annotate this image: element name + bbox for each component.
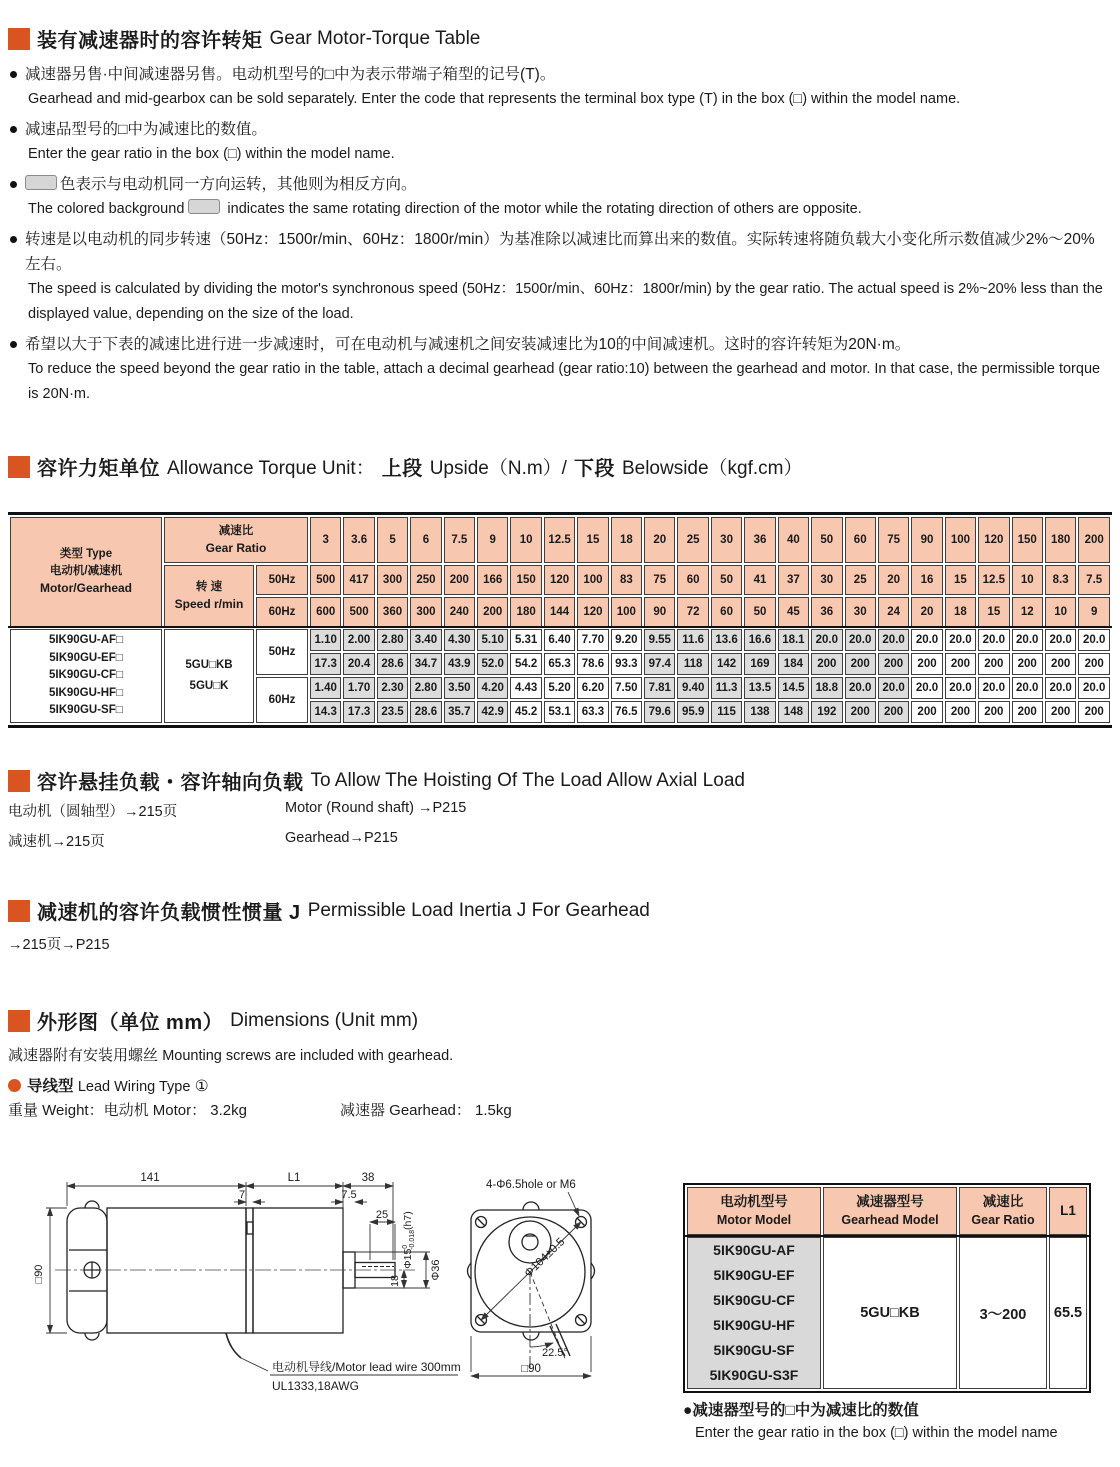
section5-title-zh: 外形图（单位 mm）	[37, 1012, 224, 1034]
table-cell: 42.9	[477, 701, 508, 723]
gray-swatch-icon	[188, 199, 220, 214]
table-cell: 20.0	[911, 629, 942, 651]
list-item	[8, 172, 1110, 222]
motor-body-outline	[107, 1208, 395, 1358]
table-cell: 7.50	[611, 677, 642, 699]
table-cell: 417	[343, 565, 374, 595]
table-cell: 2.80	[410, 677, 441, 699]
table-cell: 115	[711, 701, 742, 723]
table-cell: 9.40	[677, 677, 708, 699]
table-cell: 13.5	[744, 677, 775, 699]
table-cell: 83	[611, 565, 642, 595]
table-cell: 10	[1045, 597, 1076, 627]
table-cell: 200	[878, 701, 909, 723]
table-cell: 7.81	[644, 677, 675, 699]
gearhead-ref-zh: 减速机→215页	[8, 834, 105, 850]
table-cell: 7.5	[444, 517, 475, 563]
table-cell: 180	[510, 597, 541, 627]
model-note-en: Enter the gear ratio in the box (□) within the model name	[695, 1425, 1058, 1441]
table-cell: 25	[845, 565, 876, 595]
table-cell: 169	[744, 653, 775, 675]
upside-label-en: Upside（N.m）/	[429, 458, 567, 479]
table-cell: 52.0	[477, 653, 508, 675]
table-cell: 192	[811, 701, 842, 723]
note-zh: 转速是以电动机的同步转速（50Hz：1500r/min、60Hz：1800r/min）为基准除以减速比而算出来的数值。实际转速将随负载大小变化所示数值减少2%～20%左右。	[25, 231, 1095, 273]
table-cell: 20.0	[945, 677, 976, 699]
list-item	[8, 332, 1110, 407]
section1-title-zh: 装有减速器时的容许转矩	[37, 30, 263, 52]
table-cell: 16.6	[744, 629, 775, 651]
gearhead-ref-en: Gearhead→P215	[285, 830, 398, 846]
table-cell: 200	[1012, 653, 1043, 675]
table-cell: 20.0	[1045, 629, 1076, 651]
belowside-label-zh: 下段	[573, 458, 615, 480]
table-cell: 60	[711, 597, 742, 627]
table-cell: 9	[1078, 597, 1110, 627]
speed-header-cell: 转 速 Speed r/min	[164, 565, 254, 627]
table-cell: 20.0	[878, 677, 909, 699]
table-cell: 40	[778, 517, 809, 563]
table-cell: 7.5	[1078, 565, 1110, 595]
inertia-ref: →215页→P215	[8, 937, 110, 953]
table-cell: 360	[377, 597, 408, 627]
gearhead-model-cell: 5GU□KB	[823, 1237, 957, 1389]
table-cell: 7.70	[577, 629, 608, 651]
hz50-body-cell: 50Hz	[256, 629, 308, 675]
table-cell: 43.9	[444, 653, 475, 675]
table-cell: 2.80	[377, 629, 408, 651]
dim-phi36: Φ36	[430, 1259, 442, 1281]
dim-18: 18	[389, 1275, 401, 1287]
table-cell: 53.1	[544, 701, 575, 723]
table-cell: 250	[410, 565, 441, 595]
angle-label: 22.5°	[542, 1347, 568, 1359]
table-cell: 90	[911, 517, 942, 563]
table-cell: 60	[845, 517, 876, 563]
table-cell: 30	[845, 597, 876, 627]
model-table-header-separator	[685, 1235, 1089, 1237]
table-cell: 200	[811, 653, 842, 675]
table-cell: 4.30	[444, 629, 475, 651]
section5-title-en: Dimensions (Unit mm)	[230, 1009, 419, 1031]
table-cell: 75	[644, 565, 675, 595]
table-cell: 50	[711, 565, 742, 595]
gear-motor-torque-table	[8, 512, 1112, 728]
table-cell: 28.6	[377, 653, 408, 675]
table-cell: 63.3	[577, 701, 608, 723]
section3-title-zh: 容许悬挂负载・容许轴向负载	[37, 772, 304, 794]
hz50-header-cell: 50Hz	[256, 565, 308, 595]
table-cell: 6.20	[577, 677, 608, 699]
gearhead-model-header: 减速器型号 Gearhead Model	[823, 1187, 957, 1235]
table-cell: 200	[945, 653, 976, 675]
table-cell: 15	[945, 565, 976, 595]
table-cell: 200	[1078, 653, 1110, 675]
table-cell: 200	[978, 701, 1009, 723]
table-cell: 200	[444, 565, 475, 595]
table-cell: 8.3	[1045, 565, 1076, 595]
table-cell: 18.1	[778, 629, 809, 651]
table-cell: 34.7	[410, 653, 441, 675]
table-cell: 5.10	[477, 629, 508, 651]
motor-ref-en: Motor (Round shaft) →P215	[285, 800, 467, 816]
table-cell: 500	[343, 597, 374, 627]
table-cell: 18	[611, 517, 642, 563]
table-cell: 300	[377, 565, 408, 595]
orange-square-marker	[8, 900, 30, 922]
table-cell: 11.3	[711, 677, 742, 699]
table-cell: 142	[711, 653, 742, 675]
section4-title	[8, 896, 650, 925]
upside-label-zh: 上段	[381, 458, 423, 480]
table-cell: 100	[945, 517, 976, 563]
note-en: Gearhead and mid-gearbox can be sold separately. Enter the code that represents the terminal box type (T) in the box (□) within the model name.	[28, 91, 961, 107]
orange-square-marker	[8, 1010, 30, 1032]
table-cell: 6	[410, 517, 441, 563]
gearhead-models-cell: 5GU□KB 5GU□K	[164, 629, 254, 723]
table-cell: 10	[1012, 565, 1043, 595]
table-cell: 120	[978, 517, 1009, 563]
table-cell: 12.5	[978, 565, 1009, 595]
table-cell: 23.5	[377, 701, 408, 723]
mounting-note: 减速器附有安装用螺丝 Mounting screws are included with gearhead.	[8, 1047, 454, 1064]
table-cell: 200	[978, 653, 1009, 675]
table-cell: 20.0	[945, 629, 976, 651]
table-cell: 144	[544, 597, 575, 627]
table-cell: 200	[1012, 701, 1043, 723]
note-en: The colored background indicates the same rotating direction of the motor while the rotating direction of others are opposite.	[28, 201, 862, 217]
list-item	[8, 62, 1110, 112]
front-view-drawing	[450, 1140, 700, 1460]
table-cell: 4.20	[477, 677, 508, 699]
table-cell: 180	[1045, 517, 1076, 563]
dim-38: 38	[361, 1172, 375, 1184]
table-cell: 20	[911, 597, 942, 627]
bullet-icon	[10, 236, 17, 243]
table-cell: 9.20	[611, 629, 642, 651]
table-cell: 1.10	[310, 629, 341, 651]
front-dimension-lines	[471, 1192, 591, 1376]
holes-label: 4-Φ6.5hole or M6	[486, 1179, 576, 1191]
table-cell: 50	[811, 517, 842, 563]
side-view-drawing	[30, 1140, 475, 1460]
note-zh: 色表示与电动机同一方向运转，其他则为相反方向。	[25, 172, 1110, 197]
section1-title	[8, 24, 480, 53]
dim-25: 25	[375, 1209, 389, 1221]
table-cell: 20.0	[878, 629, 909, 651]
table-cell: 18.8	[811, 677, 842, 699]
table-cell: 3.50	[444, 677, 475, 699]
table-cell: 2.00	[343, 629, 374, 651]
table-cell: 200	[1045, 653, 1076, 675]
motor-rear-cap	[67, 1201, 107, 1340]
table-cell: 240	[444, 597, 475, 627]
bolt-circle-label: Φ104±0.5	[522, 1235, 568, 1280]
table-cell: 76.5	[611, 701, 642, 723]
table-cell: 24	[878, 597, 909, 627]
table-cell: 11.6	[677, 629, 708, 651]
table-cell: 36	[811, 597, 842, 627]
table-cell: 14.5	[778, 677, 809, 699]
table-cell: 78.6	[577, 653, 608, 675]
table-cell: 37	[778, 565, 809, 595]
table-cell: 120	[544, 565, 575, 595]
table-cell: 72	[677, 597, 708, 627]
table-cell: 200	[845, 653, 876, 675]
motor-ref-zh: 电动机（圆轴型）→215页	[8, 804, 178, 820]
note-en: To reduce the speed beyond the gear ratio in the table, attach a decimal gearhead (gear ratio:10) between the gearhead and motor. In that case, the permissible torque is 20N·m.	[28, 361, 1101, 402]
table-cell: 200	[1078, 701, 1110, 723]
bullet-icon	[10, 341, 17, 348]
table-cell: 200	[911, 653, 942, 675]
table-cell: 97.4	[644, 653, 675, 675]
table-cell: 36	[744, 517, 775, 563]
motor-models-cell: 5IK90GU-AF□ 5IK90GU-EF□ 5IK90GU-CF□ 5IK90GU-HF□ 5IK90GU-SF□	[10, 629, 162, 723]
lead-wire-spec: UL1333,18AWG	[272, 1379, 359, 1393]
table-cell: 200	[878, 653, 909, 675]
note-zh: 减速器另售·中间减速器另售。电动机型号的□中为表示带端子箱型的记号(T)。	[25, 66, 556, 83]
table-cell: 93.3	[611, 653, 642, 675]
table-cell: 50	[744, 597, 775, 627]
table-cell: 20.0	[1078, 629, 1110, 651]
section2-title-zh: 容许力矩单位	[37, 458, 160, 480]
l1-value-cell: 65.5	[1049, 1237, 1087, 1389]
table-cell: 148	[778, 701, 809, 723]
table-cell: 200	[945, 701, 976, 723]
table-cell: 75	[878, 517, 909, 563]
table-cell: 500	[310, 565, 341, 595]
table-cell: 200	[1045, 701, 1076, 723]
gray-swatch-icon	[25, 175, 57, 190]
table-cell: 200	[911, 701, 942, 723]
table-cell: 15	[978, 597, 1009, 627]
table-cell: 14.3	[310, 701, 341, 723]
l1-header: L1	[1049, 1187, 1087, 1235]
table-cell: 20.0	[1045, 677, 1076, 699]
table-cell: 65.3	[544, 653, 575, 675]
table-cell: 100	[577, 565, 608, 595]
note-zh: 减速品型号的□中为减速比的数值。	[25, 121, 267, 138]
section1-title-en: Gear Motor-Torque Table	[269, 27, 481, 49]
motor-gearhead-model-table	[683, 1183, 1091, 1393]
table-cell: 166	[477, 565, 508, 595]
lead-wiring-type-line: 导线型 Lead Wiring Type ①	[8, 1074, 209, 1096]
section3-title-en: To Allow The Hoisting Of The Load Allow Axial Load	[310, 769, 745, 791]
table-cell: 20.0	[911, 677, 942, 699]
gear-ratio-header: 减速比 Gear Ratio	[959, 1187, 1047, 1235]
table-cell: 1.40	[310, 677, 341, 699]
bullet-icon	[10, 181, 17, 188]
table-cell: 17.3	[343, 701, 374, 723]
table-cell: 28.6	[410, 701, 441, 723]
bullet-icon	[10, 71, 17, 78]
table-cell: 9	[477, 517, 508, 563]
table-cell: 10	[510, 517, 541, 563]
table-cell: 200	[845, 701, 876, 723]
table-cell: 4.43	[510, 677, 541, 699]
bullet-icon	[10, 126, 17, 133]
table-cell: 184	[778, 653, 809, 675]
table-cell: 138	[744, 701, 775, 723]
circled-one-icon: ①	[194, 1078, 209, 1095]
hz60-header-cell: 60Hz	[256, 597, 308, 627]
dim-L1: L1	[287, 1172, 301, 1184]
orange-square-marker	[8, 456, 30, 478]
table-cell: 17.3	[310, 653, 341, 675]
table-cell: 90	[644, 597, 675, 627]
table-cell: 12.5	[544, 517, 575, 563]
table-cell: 18	[945, 597, 976, 627]
section5-title	[8, 1006, 418, 1035]
table-cell: 9.55	[644, 629, 675, 651]
weight-motor: 重量 Weight：电动机 Motor： 3.2kg	[8, 1102, 247, 1119]
table-cell: 20.0	[845, 629, 876, 651]
table-cell: 6.40	[544, 629, 575, 651]
table-cell: 20	[644, 517, 675, 563]
section4-title-zh: 减速机的容许负载惯性惯量 J	[37, 902, 301, 924]
table-cell: 200	[477, 597, 508, 627]
section2-title	[8, 452, 803, 481]
gear-ratio-header-cell: 减速比 Gear Ratio	[164, 517, 308, 563]
dim-7: 7	[238, 1189, 246, 1201]
table-cell: 100	[611, 597, 642, 627]
table-cell: 54.2	[510, 653, 541, 675]
table-cell: 20.0	[978, 629, 1009, 651]
table-cell: 20.0	[1012, 629, 1043, 651]
dim-7-5: 7.5	[341, 1189, 357, 1201]
table-cell: 3.6	[343, 517, 374, 563]
table-cell: 45	[778, 597, 809, 627]
section3-title	[8, 766, 745, 795]
motor-model-header: 电动机型号 Motor Model	[687, 1187, 821, 1235]
dim-sq90: □90	[33, 1264, 45, 1284]
table-header-separator	[8, 626, 1112, 628]
table-cell: 118	[677, 653, 708, 675]
hz60-body-cell: 60Hz	[256, 677, 308, 723]
table-cell: 41	[744, 565, 775, 595]
table-cell: 1.70	[343, 677, 374, 699]
dim-141: 141	[140, 1172, 160, 1184]
table-cell: 3	[310, 517, 341, 563]
table-cell: 2.30	[377, 677, 408, 699]
table-cell: 16	[911, 565, 942, 595]
orange-dot-icon	[8, 1079, 21, 1092]
table-cell: 95.9	[677, 701, 708, 723]
type-header-cell: 类型 Type 电动机/减速机 Motor/Gearhead	[10, 517, 162, 627]
model-table-note	[683, 1399, 1058, 1445]
weight-gearhead: 减速器 Gearhead： 1.5kg	[340, 1102, 512, 1119]
table-cell: 3.40	[410, 629, 441, 651]
table-cell: 45.2	[510, 701, 541, 723]
table-cell: 200	[1078, 517, 1110, 563]
orange-square-marker	[8, 28, 30, 50]
table-cell: 20	[878, 565, 909, 595]
table-cell: 25	[677, 517, 708, 563]
model-note-zh: ●减速器型号的□中为减速比的数值	[683, 1402, 919, 1419]
table-cell: 79.6	[644, 701, 675, 723]
table-cell: 12	[1012, 597, 1043, 627]
shaft-diameter-label: $\Phi 15^0-0.018(h7)$	[402, 1211, 416, 1269]
table-cell: 35.7	[444, 701, 475, 723]
table-cell: 60	[677, 565, 708, 595]
table-cell: 20.0	[1012, 677, 1043, 699]
table-cell: 150	[1012, 517, 1043, 563]
table-cell: 20.0	[845, 677, 876, 699]
table-cell: 20.4	[343, 653, 374, 675]
table-cell: 5.31	[510, 629, 541, 651]
front-sq90-label: □90	[521, 1363, 541, 1375]
lead-wire-label: 电动机导线/Motor lead wire 300mm	[272, 1360, 461, 1374]
note-zh: 希望以大于下表的减速比进行进一步减速时，可在电动机与减速机之间安装减速比为10的中间减速机。这时的容许转矩为20N·m。	[25, 336, 911, 353]
table-cell: 20.0	[811, 629, 842, 651]
table-cell: 5	[377, 517, 408, 563]
table-cell: 150	[510, 565, 541, 595]
notes-list	[8, 62, 1110, 412]
section2-title-en: Allowance Torque Unit：	[167, 458, 375, 479]
gear-ratio-cell: 3～200	[959, 1237, 1047, 1389]
list-item	[8, 227, 1110, 327]
note-en: The speed is calculated by dividing the motor's synchronous speed (50Hz：1500r/min、60Hz：1800r/min) by the gear ratio. The actual speed is 2%~20% less than the displayed value, depending on the size of the load.	[28, 281, 1103, 322]
table-cell: 20.0	[1078, 677, 1110, 699]
table-cell: 13.6	[711, 629, 742, 651]
list-item	[8, 117, 1110, 167]
table-cell: 600	[310, 597, 341, 627]
table-cell: 30	[811, 565, 842, 595]
motor-models-list-cell: 5IK90GU-AF 5IK90GU-EF 5IK90GU-CF 5IK90GU-HF 5IK90GU-SF 5IK90GU-S3F	[687, 1237, 821, 1389]
table-cell: 20.0	[978, 677, 1009, 699]
table-cell: 15	[577, 517, 608, 563]
orange-square-marker	[8, 770, 30, 792]
table-cell: 300	[410, 597, 441, 627]
belowside-label-en: Belowside（kgf.cm）	[621, 458, 803, 479]
note-en: Enter the gear ratio in the box (□) within the model name.	[28, 146, 395, 162]
table-cell: 30	[711, 517, 742, 563]
table-cell: 5.20	[544, 677, 575, 699]
section4-title-en: Permissible Load Inertia J For Gearhead	[307, 899, 650, 921]
table-cell: 120	[577, 597, 608, 627]
